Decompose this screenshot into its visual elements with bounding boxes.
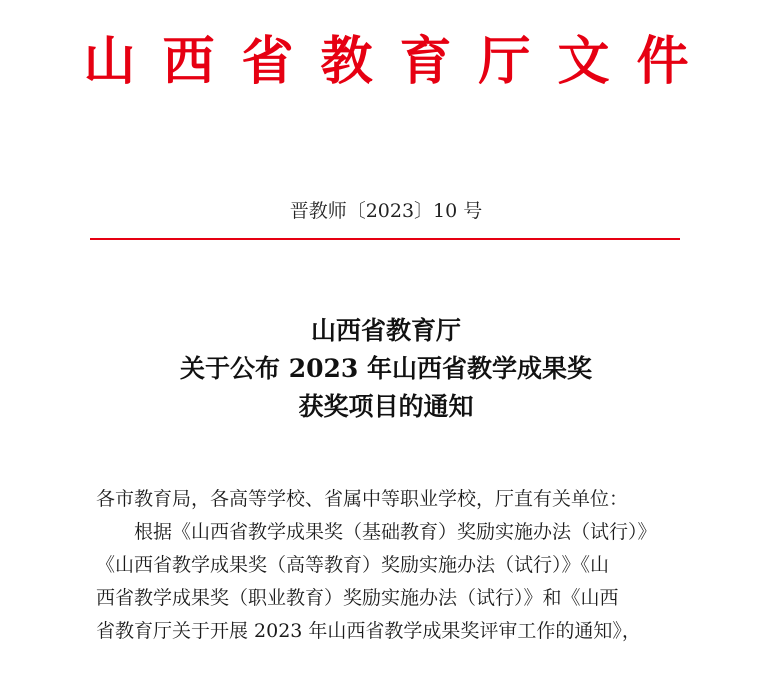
paragraph-line: 根据《山西省教学成果奖（基础教育）奖励实施办法（试行）》 [134, 521, 657, 543]
title-line-2: 关于公布 2023 年山西省教学成果奖 [180, 354, 592, 383]
paragraph-line: 西省教学成果奖（职业教育）奖励实施办法（试行）》和《山西 [96, 587, 619, 609]
document-title [0, 312, 772, 426]
paragraph-line: 省教育厅关于开展 2023 年山西省教学成果奖评审工作的通知》， [96, 620, 641, 642]
salutation: 各市教育局，各高等学校、省属中等职业学校，厅直有关单位： [96, 488, 629, 510]
red-divider-line [90, 238, 680, 240]
title-line-3: 获奖项目的通知 [298, 392, 474, 421]
title-line-1: 山西省教育厅 [310, 316, 461, 345]
document-number: 晋教师〔2023〕10 号 [289, 200, 483, 222]
paragraph-line: 《山西省教学成果奖（高等教育）奖励实施办法（试行）》《山 [96, 554, 610, 576]
document-body [96, 483, 696, 648]
document-masthead: 山西省教育厅文件 [83, 31, 716, 92]
